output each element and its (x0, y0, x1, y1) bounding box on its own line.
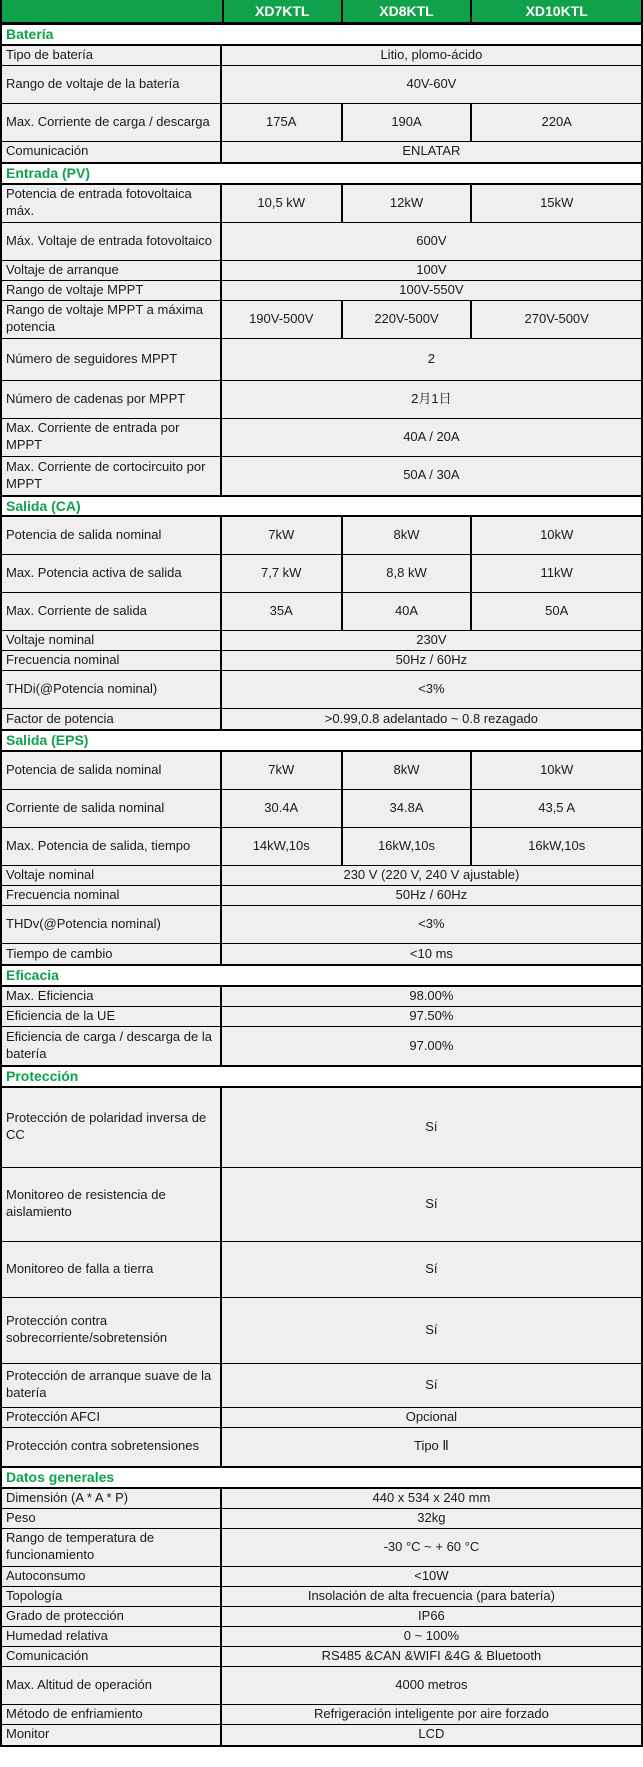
spec-row-rango-de-voltaje-mppt (2, 281, 641, 301)
spec-row-comunicacion (2, 142, 641, 162)
spec-value-xd10ktl: 270V-500V (470, 301, 641, 338)
spec-value-all-models: 440 x 534 x 240 mm (372, 1489, 491, 1505)
spec-row-autoconsumo (2, 1567, 641, 1587)
spec-value-all-models: 100V (416, 261, 447, 277)
spec-label: Max. Eficiencia (2, 987, 222, 1006)
spec-value-all-models: <3% (418, 681, 445, 697)
spec-value-all-models: Tipo Ⅱ (413, 1438, 449, 1454)
spec-label: Monitor (2, 1725, 222, 1745)
spec-label: Potencia de entrada fotovoltaica máx. (2, 185, 222, 222)
spec-row-tiempo-de-cambio (2, 944, 641, 964)
spec-row-corriente-de-salida-nominal (2, 790, 641, 828)
spec-label: Comunicación (2, 142, 222, 162)
spec-value-all-models: <10W (414, 1567, 449, 1583)
spec-value-xd10ktl: 10kW (470, 517, 641, 554)
spec-row-frecuencia-nominal (2, 651, 641, 671)
section-bateria (2, 25, 641, 162)
spec-label: Protección de polaridad inversa de CC (2, 1088, 222, 1167)
spec-row-eficiencia-de-la-ue (2, 1007, 641, 1027)
spec-label: Rango de voltaje de la batería (2, 66, 222, 103)
spec-label: Frecuencia nominal (2, 651, 222, 670)
spec-value-all-models: Sí (425, 1195, 438, 1211)
spec-value-xd7ktl: 175A (266, 113, 297, 129)
spec-row-rango-de-temperatura-de-funcionamiento (2, 1529, 641, 1567)
table-header-row (2, 0, 641, 25)
spec-value-xd7ktl: 7,7 kW (261, 565, 302, 581)
spec-value-all-models: <10 ms (409, 945, 453, 961)
spec-value-xd10ktl: 220A (470, 104, 641, 141)
spec-row-numero-de-cadenas-por-mppt (2, 381, 641, 419)
spec-row-thdi-potencia-nominal (2, 671, 641, 709)
spec-label: Comunicación (2, 1647, 222, 1666)
spec-label: Método de enfriamiento (2, 1705, 222, 1724)
spec-value-all-models: 97.00% (409, 1037, 454, 1053)
spec-value-all-models: IP66 (418, 1607, 445, 1623)
section-title-row (2, 495, 641, 518)
spec-value-xd8ktl: 34.8A (341, 790, 471, 827)
spec-value-xd8ktl: 8kW (341, 517, 471, 554)
spec-label: THDi(@Potencia nominal) (2, 671, 222, 708)
spec-row-max-corriente-de-carga-descarga (2, 104, 641, 142)
section-salida-eps (2, 729, 641, 964)
spec-value-xd10ktl: 10kW (470, 752, 641, 789)
spec-value-all-models: 50Hz / 60Hz (395, 887, 468, 903)
spec-label: Rango de temperatura de funcionamiento (2, 1529, 222, 1566)
spec-label: Grado de protección (2, 1607, 222, 1626)
spec-row-tipo-de-bateria (2, 46, 641, 66)
spec-value-xd8ktl: 8kW (341, 752, 471, 789)
spec-label: Max. Corriente de cortocircuito por MPPT (2, 457, 222, 495)
section-title-row (2, 25, 641, 46)
spec-value-xd7ktl: 7kW (268, 527, 295, 543)
model-header-xd8ktl: XD8KTL (341, 0, 471, 22)
spec-value-xd8ktl: 12kW (341, 185, 471, 222)
spec-row-monitoreo-de-falla-a-tierra (2, 1242, 641, 1298)
spec-row-rango-de-voltaje-de-la-bateria (2, 66, 641, 104)
section-title: Datos generales (6, 1468, 115, 1485)
spec-label: Rango de voltaje MPPT (2, 281, 222, 300)
spec-value-all-models: Sí (425, 1321, 438, 1337)
spec-row-max-potencia-activa-de-salida (2, 555, 641, 593)
spec-row-potencia-de-salida-nominal (2, 517, 641, 555)
model-header-xd7ktl: XD7KTL (222, 0, 341, 22)
spec-row-proteccion-de-polaridad-inversa-de-cc (2, 1088, 641, 1168)
spec-row-peso (2, 1509, 641, 1529)
spec-label: Potencia de salida nominal (2, 752, 222, 789)
spec-label: Número de seguidores MPPT (2, 339, 222, 380)
spec-row-factor-de-potencia (2, 709, 641, 729)
spec-value-xd7ktl: 14kW,10s (252, 838, 310, 854)
spec-row-potencia-de-salida-nominal (2, 752, 641, 790)
spec-value-all-models: 97.50% (409, 1008, 454, 1024)
section-title-row (2, 729, 641, 752)
spec-row-max-corriente-de-entrada-por-mppt (2, 419, 641, 457)
spec-value-all-models: 2 (427, 350, 436, 366)
section-title-row (2, 964, 641, 987)
spec-value-all-models: 32kg (417, 1509, 446, 1525)
spec-value-all-models: ENLATAR (402, 143, 461, 159)
spec-value-all-models: <3% (418, 916, 445, 932)
section-eficacia (2, 964, 641, 1065)
spec-label: Protección de arranque suave de la batería (2, 1364, 222, 1407)
spec-value-all-models: RS485 &CAN &WIFI &4G & Bluetooth (321, 1647, 542, 1663)
spec-value-all-models: 600V (416, 232, 447, 248)
spec-label: Corriente de salida nominal (2, 790, 222, 827)
spec-label: Protección contra sobretensiones (2, 1428, 222, 1466)
section-title: Batería (6, 26, 54, 42)
section-title: Salida (CA) (6, 497, 81, 514)
section-rows (2, 987, 641, 1065)
spec-value-all-models: 230 V (220 V, 240 V ajustable) (343, 867, 520, 883)
spec-label: Eficiencia de carga / descarga de la batería (2, 1027, 222, 1065)
spec-value-all-models: 0 ~ 100% (403, 1627, 460, 1643)
spec-row-monitor (2, 1725, 641, 1745)
section-rows (2, 185, 641, 495)
spec-row-max-altitud-de-operacion (2, 1667, 641, 1705)
section-title-row (2, 1065, 641, 1088)
spec-value-xd7ktl: 7kW (268, 762, 295, 778)
spec-row-frecuencia-nominal (2, 886, 641, 906)
spec-value-all-models: Sí (425, 1118, 438, 1134)
spec-label: Protección contra sobrecorriente/sobretensión (2, 1298, 222, 1363)
spec-value-xd7ktl: 190V-500V (249, 310, 314, 326)
spec-label: Voltaje de arranque (2, 261, 222, 280)
spec-row-thdv-potencia-nominal (2, 906, 641, 944)
section-rows (2, 517, 641, 729)
spec-row-potencia-de-entrada-fotovoltaica-max (2, 185, 641, 223)
spec-value-all-models: 98.00% (409, 988, 454, 1004)
spec-value-xd10ktl: 16kW,10s (470, 828, 641, 865)
spec-label: Max. Potencia de salida, tiempo (2, 828, 222, 865)
section-rows (2, 1489, 641, 1745)
spec-label: Tiempo de cambio (2, 944, 222, 964)
spec-label: Número de cadenas por MPPT (2, 381, 222, 418)
spec-label: Max. Corriente de carga / descarga (2, 104, 222, 141)
section-title-row (2, 1466, 641, 1489)
spec-row-monitoreo-de-resistencia-de-aislamiento (2, 1168, 641, 1242)
spec-label: Topología (2, 1587, 222, 1606)
spec-row-dimension-a-a-p (2, 1489, 641, 1509)
spec-value-all-models: 50A / 30A (403, 467, 460, 483)
spec-label: Max. Potencia activa de salida (2, 555, 222, 592)
spec-row-max-corriente-de-salida (2, 593, 641, 631)
spec-value-all-models: 100V-550V (399, 281, 464, 297)
spec-value-xd8ktl: 40A (341, 593, 471, 630)
spec-row-max-eficiencia (2, 987, 641, 1007)
spec-value-all-models: Sí (425, 1376, 438, 1392)
spec-value-all-models: 230V (416, 632, 447, 648)
spec-value-xd8ktl: 220V-500V (341, 301, 471, 338)
spec-value-all-models: 2月1日 (411, 390, 452, 406)
spec-label: Max. Corriente de salida (2, 593, 222, 630)
spec-label: Peso (2, 1509, 222, 1528)
spec-label: Potencia de salida nominal (2, 517, 222, 554)
spec-row-max-corriente-de-cortocircuito-por-mppt (2, 457, 641, 495)
section-entrada-pv (2, 162, 641, 495)
spec-label: THDv(@Potencia nominal) (2, 906, 222, 943)
spec-row-max-voltaje-de-entrada-fotovoltaico (2, 223, 641, 261)
spec-row-eficiencia-de-carga-descarga-de-la-bateria (2, 1027, 641, 1065)
spec-row-proteccion-afci (2, 1408, 641, 1428)
spec-value-xd8ktl: 8,8 kW (341, 555, 471, 592)
spec-value-xd10ktl: 43,5 A (470, 790, 641, 827)
spec-label: Dimensión (A * A * P) (2, 1489, 222, 1508)
spec-value-all-models: 4000 metros (395, 1676, 468, 1692)
spec-label: Rango de voltaje MPPT a máxima potencia (2, 301, 222, 338)
spec-value-all-models: 40V-60V (406, 75, 457, 91)
section-title: Entrada (PV) (6, 164, 91, 181)
spec-row-voltaje-nominal (2, 866, 641, 886)
spec-value-all-models: 40A / 20A (403, 428, 460, 444)
header-corner-cell (2, 0, 222, 22)
section-title-row (2, 162, 641, 185)
spec-label: Humedad relativa (2, 1627, 222, 1646)
spec-value-xd10ktl: 50A (470, 593, 641, 630)
spec-label: Monitoreo de falla a tierra (2, 1242, 222, 1297)
spec-label: Protección AFCI (2, 1408, 222, 1427)
spec-row-voltaje-nominal (2, 631, 641, 651)
spec-label: Voltaje nominal (2, 631, 222, 650)
spec-label: Voltaje nominal (2, 866, 222, 885)
section-title: Protección (6, 1067, 79, 1084)
spec-row-proteccion-contra-sobrecorriente-sobretension (2, 1298, 641, 1364)
spec-row-grado-de-proteccion (2, 1607, 641, 1627)
spec-row-proteccion-de-arranque-suave-de-la-bateria (2, 1364, 641, 1408)
spec-label: Tipo de batería (2, 46, 222, 65)
spec-value-all-models: 50Hz / 60Hz (395, 652, 468, 668)
section-salida-ca (2, 495, 641, 730)
spec-value-all-models: Litio, plomo-ácido (380, 46, 483, 62)
section-datos-generales (2, 1466, 641, 1745)
spec-row-metodo-de-enfriamiento (2, 1705, 641, 1725)
spec-value-all-models: Sí (425, 1260, 438, 1276)
model-header-xd10ktl: XD10KTL (470, 0, 641, 22)
spec-value-all-models: LCD (418, 1726, 445, 1742)
section-rows (2, 1088, 641, 1466)
section-rows (2, 46, 641, 162)
spec-value-xd7ktl: 30.4A (264, 800, 299, 816)
section-title: Eficacia (6, 967, 59, 984)
spec-label: Frecuencia nominal (2, 886, 222, 905)
spec-row-proteccion-contra-sobretensiones (2, 1428, 641, 1466)
spec-row-voltaje-de-arranque (2, 261, 641, 281)
spec-label: Factor de potencia (2, 709, 222, 729)
spec-label: Max. Corriente de entrada por MPPT (2, 419, 222, 456)
spec-label: Monitoreo de resistencia de aislamiento (2, 1168, 222, 1241)
spec-label: Máx. Voltaje de entrada fotovoltaico (2, 223, 222, 260)
spec-row-rango-de-voltaje-mppt-a-maxima-potencia (2, 301, 641, 339)
spec-row-max-potencia-de-salida-tiempo (2, 828, 641, 866)
spec-label: Autoconsumo (2, 1567, 222, 1586)
spec-row-topologia (2, 1587, 641, 1607)
section-rows (2, 752, 641, 964)
spec-label: Eficiencia de la UE (2, 1007, 222, 1026)
spec-value-all-models: -30 °C ~ + 60 °C (383, 1538, 480, 1554)
spec-value-all-models: Opcional (405, 1408, 458, 1424)
spec-label: Max. Altitud de operación (2, 1667, 222, 1704)
spec-value-all-models: >0.99,0.8 adelantado ~ 0.8 rezagado (324, 710, 539, 726)
spec-value-xd8ktl: 190A (341, 104, 471, 141)
spec-value-xd7ktl: 35A (269, 603, 293, 619)
section-title: Salida (EPS) (6, 732, 89, 749)
spec-row-comunicacion (2, 1647, 641, 1667)
spec-value-xd10ktl: 11kW (470, 555, 641, 592)
spec-value-all-models: Refrigeración inteligente por aire forzado (313, 1705, 549, 1721)
table-body (2, 25, 641, 1745)
spec-row-numero-de-seguidores-mppt (2, 339, 641, 381)
spec-value-xd10ktl: 15kW (470, 185, 641, 222)
spec-value-all-models: Insolación de alta frecuencia (para batería) (307, 1587, 555, 1603)
section-proteccion (2, 1065, 641, 1466)
spec-value-xd7ktl: 10,5 kW (257, 194, 306, 210)
spec-row-humedad-relativa (2, 1627, 641, 1647)
spec-value-xd8ktl: 16kW,10s (341, 828, 471, 865)
